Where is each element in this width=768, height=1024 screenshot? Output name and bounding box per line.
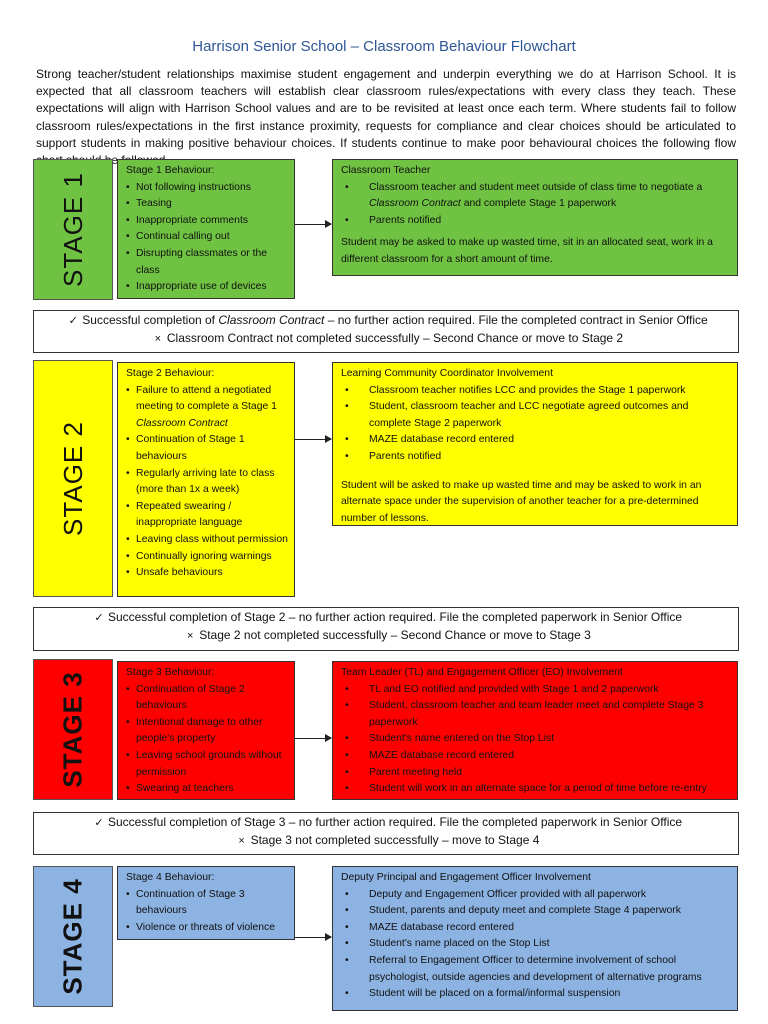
list-item: • Leaving class without permission bbox=[126, 532, 288, 549]
arrow-right-icon bbox=[295, 224, 331, 225]
cross-icon: × bbox=[238, 835, 245, 847]
list-item: • Leaving school grounds without permission bbox=[126, 748, 288, 781]
stage1-response-note: Student may be asked to make up wasted time, sit in an allocated seat, work in a different classroom for a short amount of time. bbox=[341, 237, 713, 265]
list-item: • Student will be placed on a formal/informal suspension bbox=[341, 986, 731, 1003]
stage1-outcome-box bbox=[33, 310, 739, 353]
list-item: • Student, classroom teacher and LCC negotiate agreed outcomes and complete Stage 2 paperwork bbox=[341, 399, 731, 432]
list-item: • Regularly arriving late to class (more than 1x a week) bbox=[126, 466, 288, 499]
arrow-right-icon bbox=[295, 439, 331, 440]
stage4-behaviour-list bbox=[126, 887, 288, 937]
page-title: Harrison Senior School – Classroom Behaviour Flowchart bbox=[192, 38, 576, 55]
stage2-response-list bbox=[341, 383, 731, 466]
list-item: • Classroom teacher notifies LCC and provides the Stage 1 paperwork bbox=[341, 383, 731, 400]
list-item: • Disrupting classmates or the class bbox=[126, 246, 288, 279]
list-item: • Continual calling out bbox=[126, 229, 288, 246]
stage1-response-title: Classroom Teacher bbox=[341, 165, 431, 176]
stage3-behaviour-list bbox=[126, 682, 288, 798]
arrow-right-icon bbox=[295, 937, 331, 938]
list-item: • Inappropriate comments bbox=[126, 213, 288, 230]
outcome-success-text: Successful completion of Stage 2 – no further action required. File the completed paperwork in Senior Office bbox=[107, 610, 683, 624]
list-item: • Violence or threats of violence bbox=[126, 920, 288, 937]
outcome-success-emphasis: Classroom Contract bbox=[218, 313, 325, 327]
outcome-success-text: Successful completion of Stage 3 – no further action required. File the completed paperwork in Senior Office bbox=[107, 815, 683, 829]
outcome-fail-text: Classroom Contract not completed successfully – Second Chance or move to Stage 2 bbox=[166, 331, 624, 345]
stage1-behaviour-title: Stage 1 Behaviour: bbox=[126, 165, 215, 176]
stage2-response-note: Student will be asked to make up wasted time and may be asked to work in an alternate space under the supervision of another teacher for a pre-determined number of lessons. bbox=[341, 479, 702, 524]
outcome-success-text-end: – no further action required. File the completed contract in Senior Office bbox=[324, 313, 708, 327]
stage3-label: STAGE 3 bbox=[57, 671, 88, 788]
stage4-label: STAGE 4 bbox=[57, 878, 88, 995]
list-item: • Inappropriate use of devices bbox=[126, 279, 288, 296]
check-icon: ✓ bbox=[94, 817, 104, 829]
list-item: • MAZE database record entered bbox=[341, 432, 731, 449]
list-item: • Student will work in an alternate space for a period of time before re-entry bbox=[341, 781, 731, 798]
list-item: • Intentional damage to other people's property bbox=[126, 715, 288, 748]
check-icon: ✓ bbox=[68, 315, 78, 327]
list-item: • Referral to Engagement Officer to determine involvement of school psychologist, outside agencies and development of alternative programs bbox=[341, 953, 731, 986]
stage1-behaviour-box bbox=[117, 159, 295, 299]
stage2-label-block bbox=[33, 360, 113, 597]
stage2-behaviour-box bbox=[117, 362, 295, 597]
stage4-response-list bbox=[341, 887, 731, 1003]
stage1-response-box bbox=[332, 159, 738, 276]
list-item: • MAZE database record entered bbox=[341, 748, 731, 765]
list-item: • Failure to attend a negotiated meeting to complete a Stage 1 Classroom Contract bbox=[126, 383, 288, 433]
list-item: • Continually ignoring warnings bbox=[126, 549, 288, 566]
list-item: • Parents notified bbox=[341, 449, 731, 466]
list-item: • Student, classroom teacher and team leader meet and complete Stage 3 paperwork bbox=[341, 698, 731, 731]
stage2-response-box bbox=[332, 362, 738, 526]
stage1-label-block bbox=[33, 159, 113, 300]
stage1-label: STAGE 1 bbox=[57, 172, 88, 287]
stage4-behaviour-box bbox=[117, 866, 295, 940]
stage3-response-title: Team Leader (TL) and Engagement Officer (EO) Involvement bbox=[341, 667, 623, 678]
stage3-label-block bbox=[33, 659, 113, 800]
stage4-response-box bbox=[332, 866, 738, 1011]
cross-icon: × bbox=[154, 333, 162, 345]
list-item: • Continuation of Stage 3 behaviours bbox=[126, 887, 288, 920]
outcome-fail-text: Stage 2 not completed successfully – Second Chance or move to Stage 3 bbox=[199, 628, 591, 642]
stage3-response-list bbox=[341, 682, 731, 798]
list-item: • Repeated swearing / inappropriate language bbox=[126, 499, 288, 532]
list-item: • Swearing at teachers bbox=[126, 781, 288, 798]
list-item: • Not following instructions bbox=[126, 180, 288, 197]
stage4-behaviour-title: Stage 4 Behaviour: bbox=[126, 872, 215, 883]
stage3-response-box bbox=[332, 661, 738, 800]
stage2-response-title: Learning Community Coordinator Involvement bbox=[341, 368, 553, 379]
stage2-behaviour-list bbox=[126, 383, 288, 582]
cross-icon: × bbox=[186, 630, 194, 642]
outcome-success-text: Successful completion of bbox=[82, 313, 219, 327]
list-item: • Parents notified bbox=[341, 213, 731, 230]
stage1-behaviour-list bbox=[126, 180, 288, 296]
stage3-outcome-box bbox=[33, 812, 739, 855]
stage3-behaviour-box bbox=[117, 661, 295, 800]
list-item: • Classroom teacher and student meet outside of class time to negotiate a Classroom Contract and complete Stage 1 paperwork bbox=[341, 180, 731, 213]
list-item: • Teasing bbox=[126, 196, 288, 213]
list-item: • Parent meeting held bbox=[341, 765, 731, 782]
list-item: • Unsafe behaviours bbox=[126, 565, 288, 582]
intro-paragraph: Strong teacher/student relationships maximise student engagement and underpin everything we do at Harrison School. It is expected that all classroom teachers will establish clear classroom rules/expectations with every class they teach. These expectations will align with Harrison School values and are to be revisited at least once each term. Where students fail to follow classroom rules/expectations in the first instance proximity, requests for compliance and clear choices should be articulated to support students in making positive behaviour choices. If students continue to make poor behavioural choices the following flow bbox=[36, 67, 736, 150]
list-item: • Deputy and Engagement Officer provided with all paperwork bbox=[341, 887, 731, 904]
list-item: • Student's name entered on the Stop List bbox=[341, 731, 731, 748]
list-item: • Student, parents and deputy meet and complete Stage 4 paperwork bbox=[341, 903, 731, 920]
stage4-response-title: Deputy Principal and Engagement Officer Involvement bbox=[341, 872, 591, 883]
list-item: • Student's name placed on the Stop List bbox=[341, 936, 731, 953]
list-item: • Continuation of Stage 1 behaviours bbox=[126, 432, 288, 465]
stage2-label: STAGE 2 bbox=[57, 421, 88, 536]
list-item: • TL and EO notified and provided with Stage 1 and 2 paperwork bbox=[341, 682, 731, 699]
list-item: • Continuation of Stage 2 behaviours bbox=[126, 682, 288, 715]
check-icon: ✓ bbox=[94, 612, 104, 624]
stage2-behaviour-title: Stage 2 Behaviour: bbox=[126, 368, 215, 379]
stage1-response-list bbox=[341, 180, 731, 230]
stage2-outcome-box bbox=[33, 607, 739, 651]
stage3-behaviour-title: Stage 3 Behaviour: bbox=[126, 667, 215, 678]
arrow-right-icon bbox=[295, 738, 331, 739]
list-item: • MAZE database record entered bbox=[341, 920, 731, 937]
stage4-label-block bbox=[33, 866, 113, 1007]
outcome-fail-text: Stage 3 not completed successfully – move to Stage 4 bbox=[250, 833, 540, 847]
